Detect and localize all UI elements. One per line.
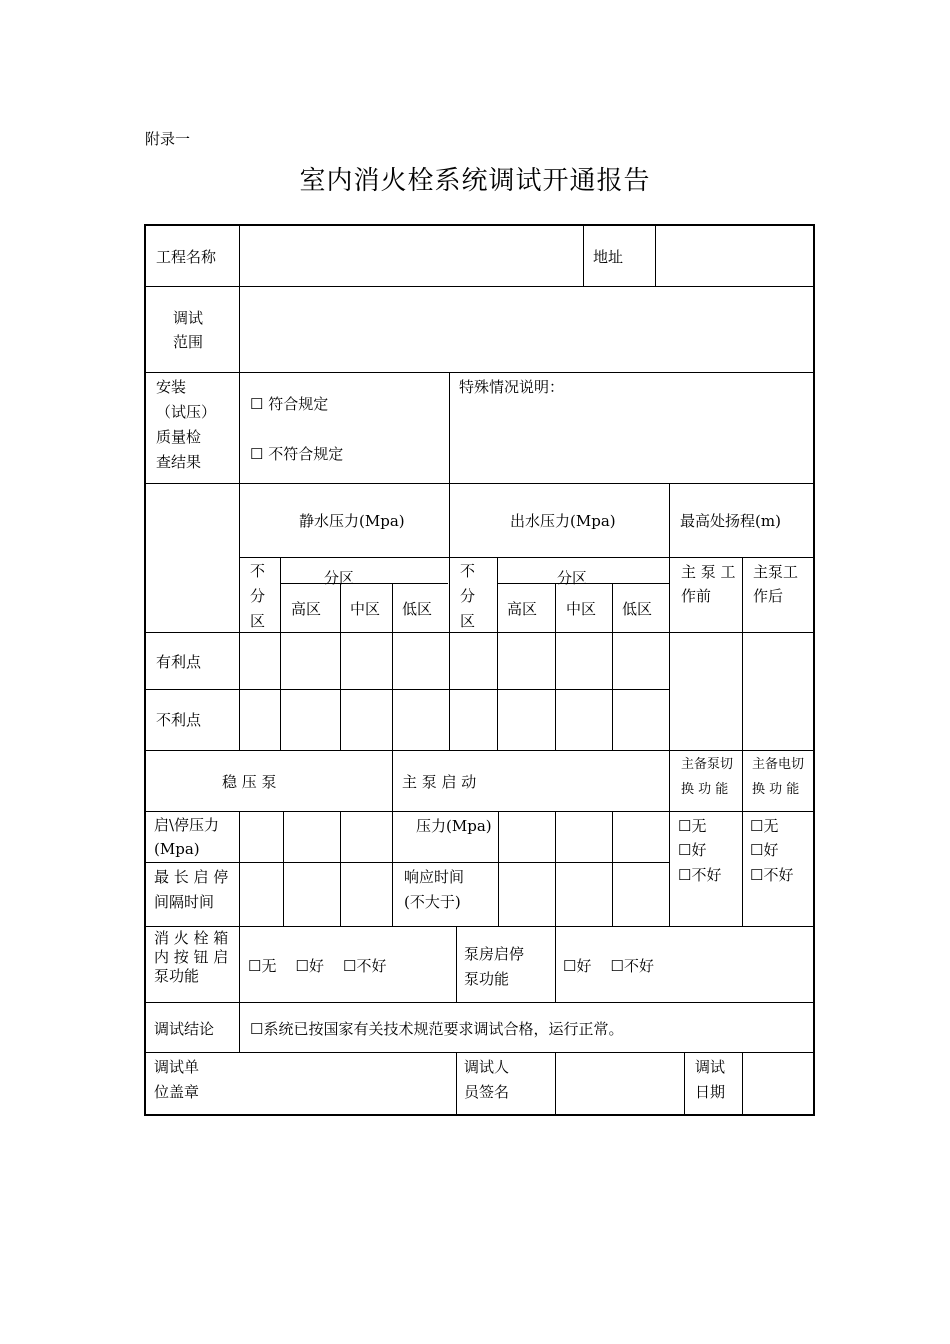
address-label: 地址 [593, 248, 624, 266]
pump-switch-bad-checkbox[interactable]: ☐不好 [678, 866, 722, 884]
max-interval-label: 最 长 启 停 [154, 868, 229, 886]
row-divider [146, 689, 669, 690]
col-divider [555, 811, 556, 926]
col-divider [555, 1052, 556, 1114]
col-divider [449, 372, 450, 750]
personnel-label: 员签名 [464, 1083, 510, 1101]
col-divider [239, 226, 240, 750]
install-label-line1: 安装 [156, 378, 187, 396]
row-divider [146, 862, 669, 863]
pump-room-label: 泵房启停 [464, 945, 525, 963]
power-switch-none-checkbox[interactable]: ☐无 [750, 817, 779, 835]
no-zone-label: 分 [460, 587, 476, 605]
col-divider [583, 226, 584, 286]
report-form-table [144, 224, 815, 1116]
pump-switch-good-checkbox[interactable]: ☐好 [678, 841, 707, 859]
install-label-line3: 质量检 [156, 428, 202, 446]
col-divider [555, 926, 556, 1002]
project-name-label: 工程名称 [156, 248, 217, 266]
low-zone-label: 低区 [622, 600, 653, 618]
hydrant-button-label: 内 按 钮 启 [154, 948, 229, 966]
pump-before-label: 主 泵 工 [681, 563, 736, 581]
pump-switch-header: 换 功 能 [681, 782, 729, 797]
scope-field[interactable] [246, 292, 806, 366]
power-switch-good-checkbox[interactable]: ☐好 [750, 841, 779, 859]
row-divider [146, 926, 813, 927]
hydrant-button-label: 消 火 栓 箱 [154, 929, 229, 947]
outlet-pressure-header: 出水压力(Mpa) [510, 512, 616, 530]
row-divider [146, 1052, 813, 1053]
max-interval-label: 间隔时间 [154, 893, 215, 911]
zone-label: 分区 [324, 569, 355, 587]
row-divider [146, 372, 813, 373]
address-field[interactable] [661, 230, 806, 282]
project-name-field[interactable] [246, 230, 576, 282]
max-lift-header: 最高处扬程(m) [680, 512, 781, 530]
col-divider [392, 583, 393, 750]
no-zone-label: 不 [250, 562, 266, 580]
response-time-label: 响应时间 [404, 868, 465, 886]
col-divider [655, 226, 656, 286]
col-divider [684, 1052, 685, 1114]
power-switch-header: 主备电切 [752, 757, 805, 772]
no-zone-label: 不 [460, 562, 476, 580]
scope-label-line2: 范围 [173, 333, 204, 351]
date-label: 调试 [695, 1058, 726, 1076]
nonconform-checkbox[interactable]: ☐ 不符合规定 [250, 445, 344, 463]
power-switch-bad-checkbox[interactable]: ☐不好 [750, 866, 794, 884]
col-divider [555, 583, 556, 750]
col-divider [283, 811, 284, 926]
unit-seal-label: 调试单 [154, 1058, 200, 1076]
col-divider [497, 557, 498, 750]
scope-label-line1: 调试 [173, 309, 204, 327]
date-label: 日期 [695, 1083, 726, 1101]
appendix-label: 附录一 [145, 130, 191, 148]
row-divider [146, 811, 813, 812]
start-stop-pressure-label: 启\停压力 [154, 816, 220, 834]
col-divider [742, 1052, 743, 1114]
no-zone-label: 分 [250, 587, 266, 605]
row-divider [146, 1002, 813, 1003]
row-divider [146, 632, 813, 633]
col-divider [239, 811, 240, 926]
col-divider [392, 750, 393, 926]
personnel-label: 调试人 [464, 1058, 510, 1076]
favorable-point-label: 有利点 [156, 653, 202, 671]
col-divider [239, 926, 240, 1052]
install-label-line2: （试压） [156, 403, 217, 421]
high-zone-label: 高区 [507, 600, 538, 618]
pump-after-label: 主泵工 [753, 563, 799, 581]
low-zone-label: 低区 [402, 600, 433, 618]
special-note-label: 特殊情况说明： [459, 378, 565, 396]
unit-seal-label: 位盖章 [154, 1083, 200, 1101]
pump-switch-none-checkbox[interactable]: ☐无 [678, 817, 707, 835]
stabilizer-pump-header: 稳 压 泵 [222, 773, 277, 791]
mid-zone-label: 中区 [566, 600, 597, 618]
hydrant-button-label: 泵功能 [154, 967, 200, 985]
no-zone-label: 区 [250, 612, 266, 630]
power-switch-header: 换 功 能 [752, 782, 800, 797]
pump-room-label: 泵功能 [464, 970, 510, 988]
col-divider [612, 583, 613, 750]
hydrant-options[interactable]: ☐无 ☐好 ☐不好 [248, 957, 387, 975]
pump-room-options[interactable]: ☐好 ☐不好 [563, 957, 654, 975]
page-title: 室内消火栓系统调试开通报告 [299, 166, 651, 196]
static-pressure-header: 静水压力(Mpa) [299, 512, 405, 530]
no-zone-label: 区 [460, 612, 476, 630]
col-divider [498, 811, 499, 926]
mid-zone-label: 中区 [350, 600, 381, 618]
col-divider [612, 811, 613, 926]
pressure-label: 压力(Mpa) [416, 817, 492, 835]
conform-checkbox[interactable]: ☐ 符合规定 [250, 395, 329, 413]
start-stop-pressure-label: (Mpa) [154, 840, 200, 858]
row-divider [239, 557, 813, 558]
response-time-label: (不大于) [404, 893, 461, 911]
conclusion-checkbox[interactable]: ☐系统已按国家有关技术规范要求调试合格，运行正常。 [250, 1020, 624, 1038]
row-divider [280, 583, 448, 584]
row-divider [146, 750, 813, 751]
col-divider [340, 583, 341, 750]
main-pump-start-header: 主 泵 启 动 [402, 773, 477, 791]
install-label-line4: 查结果 [156, 453, 202, 471]
pump-after-label: 作后 [753, 587, 784, 605]
col-divider [742, 557, 743, 926]
col-divider [456, 926, 457, 1002]
zone-label: 分区 [557, 569, 588, 587]
unfavorable-point-label: 不利点 [156, 711, 202, 729]
col-divider [669, 483, 670, 926]
col-divider [456, 1052, 457, 1114]
col-divider [340, 811, 341, 926]
pump-before-label: 作前 [681, 587, 712, 605]
row-divider [146, 286, 813, 287]
pump-switch-header: 主备泵切 [681, 757, 734, 772]
high-zone-label: 高区 [291, 600, 322, 618]
row-divider [146, 483, 813, 484]
conclusion-label: 调试结论 [154, 1020, 215, 1038]
col-divider [280, 557, 281, 750]
